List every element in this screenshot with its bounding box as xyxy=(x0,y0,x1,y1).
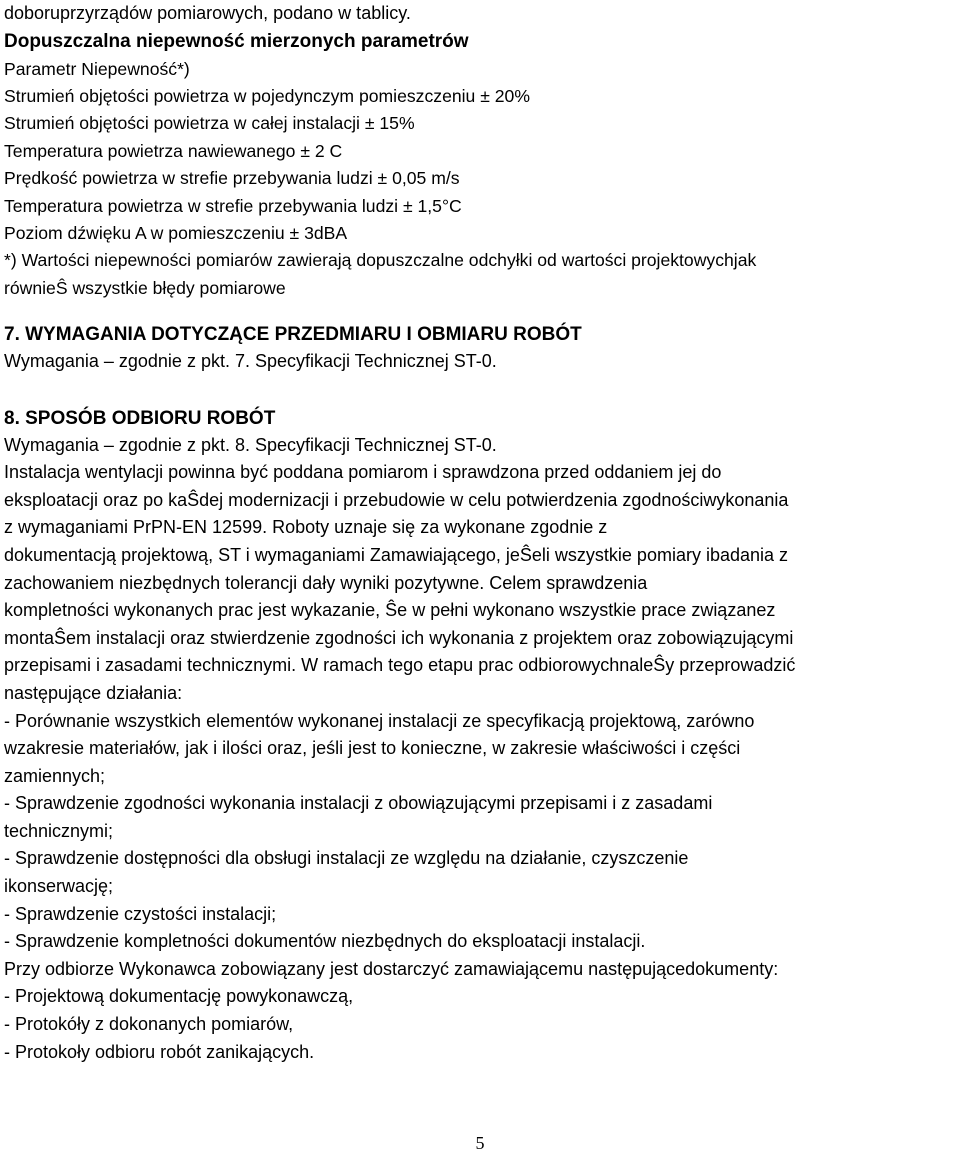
list-item: - Protokóły z dokonanych pomiarów, xyxy=(4,1014,294,1035)
list-item: - Sprawdzenie kompletności dokumentów niezbędnych do eksploatacji instalacji. xyxy=(4,931,646,952)
table-row: Prędkość powietrza w strefie przebywania ludzi ± 0,05 m/s xyxy=(4,168,460,189)
section-7-heading: 7. WYMAGANIA DOTYCZĄCE PRZEDMIARU I OBMIARU ROBÓT xyxy=(4,324,582,346)
body-line: kompletności wykonanych prac jest wykazanie, Ŝe w pełni wykonano wszystkie prace związanez xyxy=(4,600,776,621)
table-title: Dopuszczalna niepewność mierzonych parametrów xyxy=(4,30,469,52)
list-item: - Sprawdzenie zgodności wykonania instalacji z obowiązującymi przepisami i z zasadami xyxy=(4,793,713,814)
list-item: - Sprawdzenie czystości instalacji; xyxy=(4,903,277,924)
body-line: zachowaniem niezbędnych tolerancji dały wyniki pozytywne. Celem sprawdzenia xyxy=(4,572,648,593)
section-7 xyxy=(4,322,958,376)
body-line: następujące działania: xyxy=(4,682,183,703)
intro-line: doboruprzyrządów pomiarowych, podano w tablicy. xyxy=(4,3,411,23)
table-row: Temperatura powietrza w strefie przebywania ludzi ± 1,5°C xyxy=(4,195,462,216)
body-line: przepisami i zasadami technicznymi. W ramach tego etapu prac odbiorowychnaleŜy przeprowadzić xyxy=(4,655,796,676)
body-line: eksploatacji oraz po kaŜdej modernizacji i przebudowie w celu potwierdzenia zgodnościwykonania xyxy=(4,489,789,510)
document-page xyxy=(4,0,958,1066)
list-item-continuation: ikonserwację; xyxy=(4,876,114,897)
table-row: Temperatura powietrza nawiewanego ± 2 C xyxy=(4,140,343,161)
list-item-continuation: zamiennych; xyxy=(4,765,106,786)
body-line: dokumentacją projektową, ST i wymaganiami Zamawiającego, jeŜeli wszystkie pomiary ibadania z xyxy=(4,544,789,565)
table-footnote-line: równieŜ wszystkie błędy pomiarowe xyxy=(4,277,286,298)
list-item: - Porównanie wszystkich elementów wykonanej instalacji ze specyfikacją projektową, zarówno xyxy=(4,710,755,731)
table-row: Strumień objętości powietrza w całej instalacji ± 15% xyxy=(4,113,415,134)
list-item: - Projektową dokumentację powykonawczą, xyxy=(4,986,354,1007)
table-row: Poziom dźwięku A w pomieszczeniu ± 3dBA xyxy=(4,222,348,243)
section-8-body xyxy=(4,459,958,1066)
list-item: - Protokoły odbioru robót zanikających. xyxy=(4,1041,315,1062)
section-8-text: Wymagania – zgodnie z pkt. 8. Specyfikacji Technicznej ST-0. xyxy=(4,434,497,455)
list-item-continuation: wzakresie materiałów, jak i ilości oraz, jeśli jest to konieczne, w zakresie właściwości i części xyxy=(4,738,741,759)
table-row: Strumień objętości powietrza w pojedynczym pomieszczeniu ± 20% xyxy=(4,85,530,106)
body-line: Przy odbiorze Wykonawca zobowiązany jest dostarczyć zamawiającemu następującedokumenty: xyxy=(4,958,779,979)
section-8 xyxy=(4,406,958,1067)
section-8-heading: 8. SPOSÓB ODBIORU ROBÓT xyxy=(4,407,276,429)
uncertainty-table xyxy=(4,28,958,303)
list-item: - Sprawdzenie dostępności dla obsługi instalacji ze względu na działanie, czyszczenie xyxy=(4,848,689,869)
body-line: montaŜem instalacji oraz stwierdzenie zgodności ich wykonania z projektem oraz zobowiązującymi xyxy=(4,627,794,648)
section-7-text: Wymagania – zgodnie z pkt. 7. Specyfikacji Technicznej ST-0. xyxy=(4,351,497,372)
table-header: Parametr Niepewność*) xyxy=(4,58,190,79)
body-line: z wymaganiami PrPN-EN 12599. Roboty uznaje się za wykonane zgodnie z xyxy=(4,517,608,538)
list-item-continuation: technicznymi; xyxy=(4,820,114,841)
page-number: 5 xyxy=(475,1133,485,1153)
table-footnote-line: *) Wartości niepewności pomiarów zawierają dopuszczalne odchyłki od wartości projektowychjak xyxy=(4,250,757,271)
body-line: Instalacja wentylacji powinna być poddana pomiarom i sprawdzona przed oddaniem jej do xyxy=(4,462,722,483)
